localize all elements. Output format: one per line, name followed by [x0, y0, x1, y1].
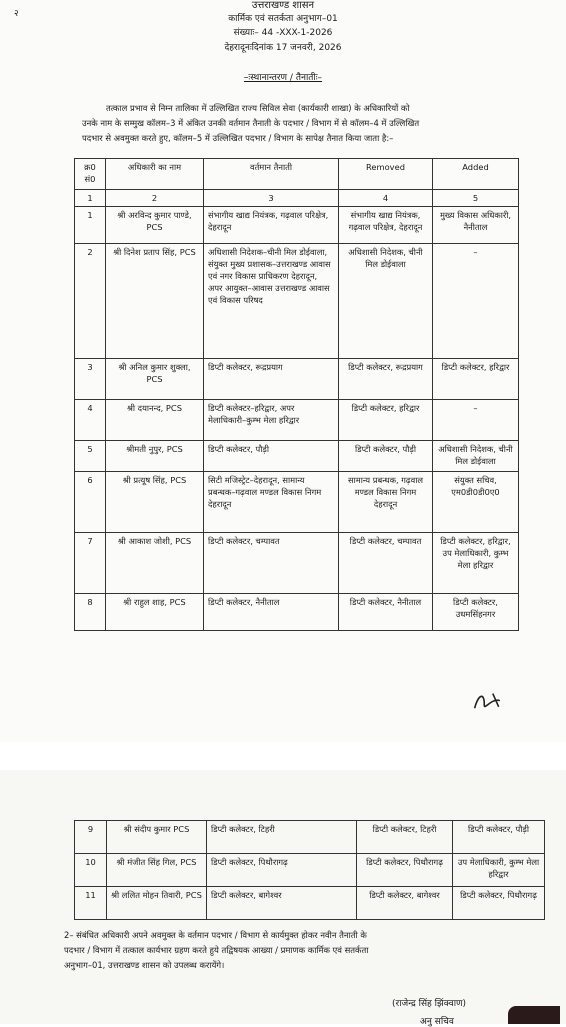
intro-paragraph [82, 101, 528, 146]
header-department: कार्मिक एवं सतर्कता अनुभाग–01 [228, 14, 338, 24]
table-row [75, 207, 519, 244]
header-subject: –ःस्थानान्तरण / तैनातीः– [243, 73, 323, 83]
cell-removed: सामान्य प्रबन्धक, गढ़वाल मण्डल विकास निगम देहरादून [339, 472, 433, 533]
para2-line: पदभार / विभाग में तत्काल कार्यभार ग्रहण करते हुये तद्विषयक आख्या / प्रमाणक कार्मिक एवं सतर्कता [64, 945, 369, 955]
header-current-posting: वर्तमान तैनाती [204, 159, 339, 190]
cell-added: डिप्टी कलेक्टर, उधमसिंहनगर [433, 594, 519, 631]
cell-officer-name: श्री आकाश जोशी, PCS [106, 533, 204, 594]
table-header-row [75, 159, 519, 190]
table-row [75, 821, 545, 854]
paragraph-2 [64, 928, 540, 973]
cell-removed: डिप्टी कलेक्टर, पौड़ी [339, 441, 433, 472]
table-row [75, 472, 519, 533]
cell-current-posting: संभागीय खाद्य नियंत्रक, गढ़वाल परिक्षेत्र, देहरादून [204, 207, 339, 244]
corner-mark: २ [14, 9, 19, 19]
col-number: 4 [339, 190, 433, 207]
header-date: देहरादूनःदिनांक 17 जनवरी, 2026 [224, 43, 342, 53]
table-row [75, 359, 519, 400]
cell-officer-name: श्री राहुल शाह, PCS [106, 594, 204, 631]
para2-line: 2– संबंधित अधिकारी अपने अवमुक्त के वर्तमान पदभार / विभाग से कार्यमुक्त होकर नवीन तैनाती के [64, 930, 367, 940]
cell-removed: डिप्टी कलेक्टर, टिहरी [357, 821, 453, 854]
signatory-name: (राजेन्द्र सिंह झिंक्वाण) [392, 999, 467, 1009]
cell-added: डिप्टी कलेक्टर, पौड़ी [453, 821, 545, 854]
cell-officer-name: श्रीमती नुपुर, PCS [106, 441, 204, 472]
transfer-table [74, 158, 519, 631]
cell-officer-name: श्री मंजीत सिंह गिल, PCS [107, 854, 207, 887]
cell-serial: 7 [75, 533, 106, 594]
intro-line: पदभार से अवमुक्त करते हुए, कॉलम–5 में उल्लिखित पदभार / विभाग के सापेक्ष तैनात किया जाता है:– [82, 133, 394, 143]
cell-added: संयुक्त सचिव, एम0डी0डी0ए0 [433, 472, 519, 533]
table-row [75, 400, 519, 441]
cell-current-posting: अधिशासी निदेशक–चीनी मिल डोईवाला, संयुक्त मुख्य प्रशासक–उत्तराखण्ड आवास एवं नगर विकास प्राधिकरण देहरादून, अपर आयुक्त–आवास उत्तराखण्ड आवास एवं विकास परिषद [204, 244, 339, 359]
cell-serial: 10 [75, 854, 107, 887]
cell-removed: अधिशासी निदेशक, चीनी मिल डोईवाला [339, 244, 433, 359]
header-officer-name: अधिकारी का नाम [106, 159, 204, 190]
table-column-number-row [75, 190, 519, 207]
col-number: 2 [106, 190, 204, 207]
cell-removed: संभागीय खाद्य नियंत्रक, गढ़वाल परिक्षेत्र, देहरादून [339, 207, 433, 244]
table-row [75, 887, 545, 920]
header-government: उत्तराखण्ड शासन [251, 0, 315, 11]
document-page-2 [0, 770, 566, 1027]
cell-added: डिप्टी कलेक्टर, पिथौरागढ़ [453, 887, 545, 920]
cell-serial: 1 [75, 207, 106, 244]
cell-officer-name: श्री दयानन्द, PCS [106, 400, 204, 441]
cell-current-posting: डिप्टी कलेक्टर, चम्पावत [204, 533, 339, 594]
cell-added: अधिशासी निदेशक, चीनी मिल डोईवाला [433, 441, 519, 472]
header-number: संख्याः– 44 -XXX-1-2026 [233, 28, 333, 38]
para2-line: अनुभाग–01, उत्तराखण्ड शासन को उपलब्ध करायेंगे। [64, 960, 225, 970]
intro-line: उनके नाम के सम्मुख कॉलम–3 में अंकित उनकी वर्तमान तैनाती के पदभार / विभाग में से कॉलम–4 में उल्लिखित [82, 118, 420, 128]
cell-serial: 9 [75, 821, 107, 854]
table-row [75, 854, 545, 887]
cell-added: डिप्टी कलेक्टर, हरिद्वार, उप मेलाधिकारी, कुम्भ मेला हरिद्वार [433, 533, 519, 594]
cell-removed: डिप्टी कलेक्टर, हरिद्वार [339, 400, 433, 441]
signatory-designation: अनु सचिव [420, 1017, 454, 1027]
cell-added: – [433, 400, 519, 441]
cell-added: मुख्य विकास अधिकारी, नैनीताल [433, 207, 519, 244]
cell-serial: 6 [75, 472, 106, 533]
cell-removed: डिप्टी कलेक्टर, रूद्रप्रयाग [339, 359, 433, 400]
cell-removed: डिप्टी कलेक्टर, नैनीताल [339, 594, 433, 631]
table-body [75, 821, 545, 920]
cell-current-posting: सिटी मजिस्ट्रेट–देहरादून, सामान्य प्रबन्धक–गढ़वाल मण्डल विकास निगम देहरादून [204, 472, 339, 533]
cell-serial: 5 [75, 441, 106, 472]
cell-current-posting: डिप्टी कलेक्टर, पौड़ी [204, 441, 339, 472]
cell-officer-name: श्री अरविन्द कुमार पाण्डे, PCS [106, 207, 204, 244]
table-row [75, 594, 519, 631]
cell-officer-name: श्री ललित मोहन तिवारी, PCS [107, 887, 207, 920]
cell-current-posting: डिप्टी कलेक्टर, रूद्रप्रयाग [204, 359, 339, 400]
cell-removed: डिप्टी कलेक्टर, चम्पावत [339, 533, 433, 594]
cell-officer-name: श्री दिनेश प्रताप सिंह, PCS [106, 244, 204, 359]
dark-corner-mark [508, 1006, 560, 1024]
cell-officer-name: श्री अनिल कुमार शुक्ला, PCS [106, 359, 204, 400]
transfer-table-continued [74, 820, 545, 920]
header-added: Added [433, 159, 519, 190]
cell-added: उप मेलाधिकारी, कुम्भ मेला हरिद्वार [453, 854, 545, 887]
cell-serial: 8 [75, 594, 106, 631]
cell-officer-name: श्री संदीप कुमार PCS [107, 821, 207, 854]
cell-removed: डिप्टी कलेक्टर, बागेश्वर [357, 887, 453, 920]
cell-serial: 2 [75, 244, 106, 359]
cell-serial: 4 [75, 400, 106, 441]
table-row [75, 441, 519, 472]
cell-added: डिप्टी कलेक्टर, हरिद्वार [433, 359, 519, 400]
cell-current-posting: डिप्टी कलेक्टर, बागेश्वर [207, 887, 357, 920]
handwritten-initials [468, 685, 512, 719]
cell-current-posting: डिप्टी कलेक्टर, नैनीताल [204, 594, 339, 631]
page-gap [0, 742, 566, 770]
table-row [75, 533, 519, 594]
table-body [75, 207, 519, 631]
cell-added: – [433, 244, 519, 359]
header-serial: क्र0 सं0 [75, 159, 106, 190]
cell-current-posting: डिप्टी कलेक्टर, टिहरी [207, 821, 357, 854]
cell-current-posting: डिप्टी कलेक्टर–हरिद्वार, अपर मेलाधिकारी–कुम्भ मेला हरिद्वार [204, 400, 339, 441]
col-number: 5 [433, 190, 519, 207]
col-number: 1 [75, 190, 106, 207]
cell-serial: 11 [75, 887, 107, 920]
header-removed: Removed [339, 159, 433, 190]
intro-line: तत्काल प्रभाव से निम्न तालिका में उल्लिखित राज्य सिविल सेवा (कार्यकारी शाखा) के अधिकारियों को [106, 103, 410, 113]
table-row [75, 244, 519, 359]
cell-current-posting: डिप्टी कलेक्टर, पिथौरागढ़ [207, 854, 357, 887]
cell-removed: डिप्टी कलेक्टर, पिथौरागढ़ [357, 854, 453, 887]
col-number: 3 [204, 190, 339, 207]
cell-officer-name: श्री प्रत्यूष सिंह, PCS [106, 472, 204, 533]
cell-serial: 3 [75, 359, 106, 400]
